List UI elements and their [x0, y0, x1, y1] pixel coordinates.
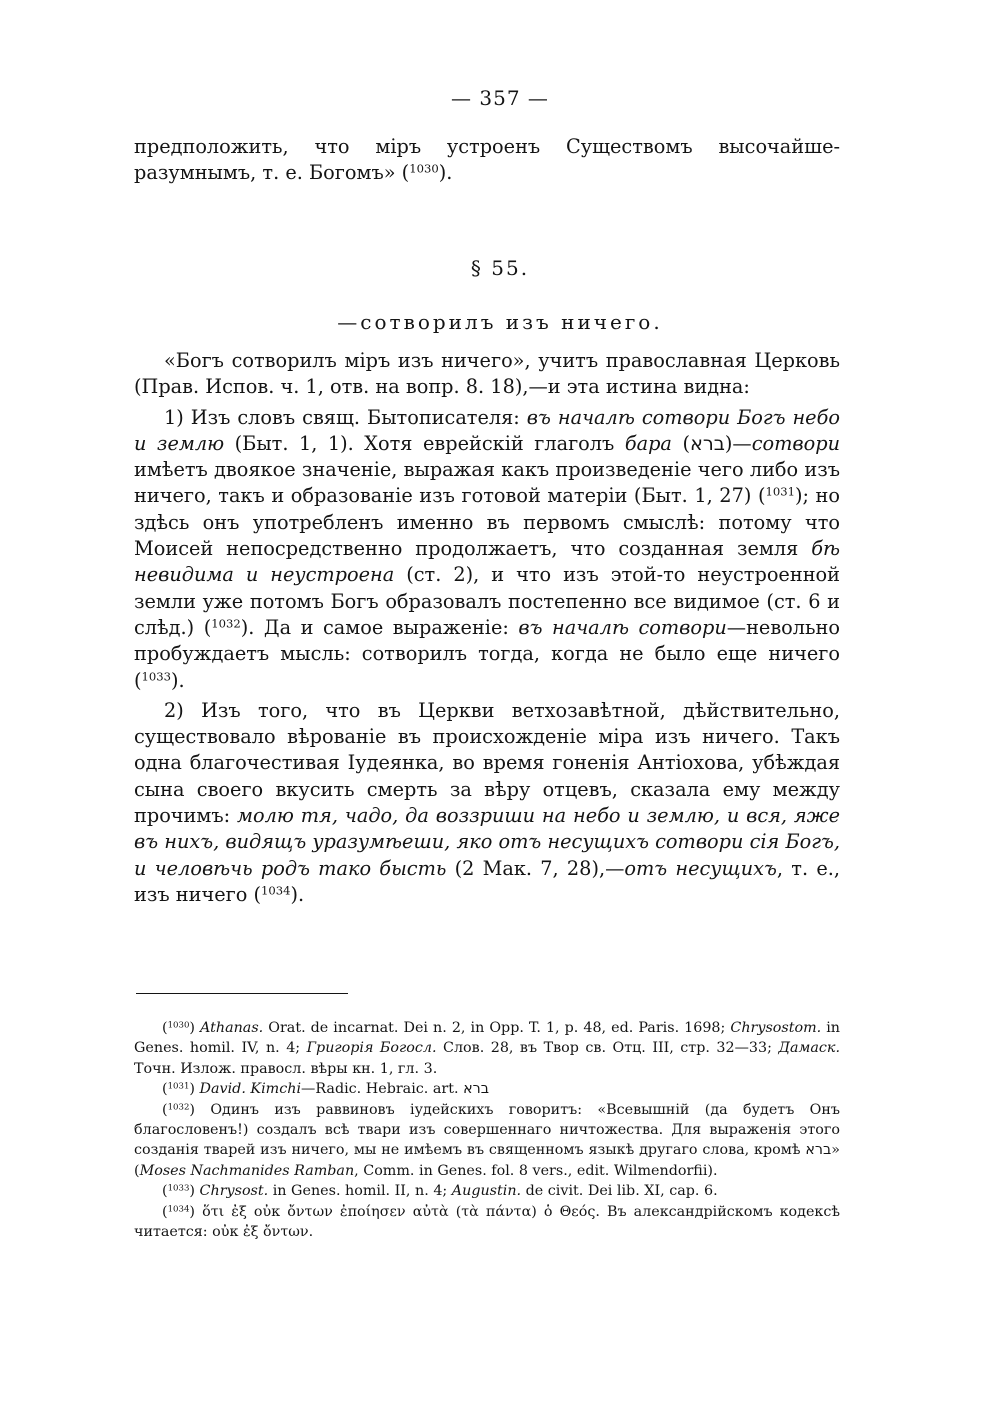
footnote-text: in Genes. homil. II, n. 4;: [268, 1183, 452, 1200]
footnote-text: » (: [134, 1142, 840, 1179]
footnote-author: Григорія Богосл.: [306, 1040, 437, 1057]
p2-text-9: —невольно пробуждаетъ мысль: сотворилъ тогда, когда не было еще ничего (: [134, 615, 840, 692]
hebrew-word: ברא: [805, 1142, 832, 1159]
intro-paragraph: [134, 134, 840, 187]
footnote-text: ὅτι ἐξ οὐκ ὄντων ἐποίησεν αὐτὰ (τὰ πάντα) ὁ Θεός. Въ александрійскомъ кодексѣ читается: οὐκ ἐξ ὄντων.: [134, 1203, 840, 1241]
footnote-author: Дамаск.: [778, 1040, 840, 1057]
footnote-text: —Radic. Hebraic. art.: [301, 1081, 464, 1098]
p2-quote-2: бѣ невидима и неустроена: [134, 537, 840, 587]
footnote-author: David. Kimchi: [199, 1081, 302, 1098]
p2-quote-1: въ началѣ сотвори Богъ небо и землю: [134, 405, 840, 455]
footnote-mark: 1031: [167, 1081, 190, 1092]
p2-text-5: имѣетъ двоякое значеніе, выражая какъ произведеніе чего либо изъ ничего, такъ и образованіе изъ готовой матеріи (Быт. 1, 27) (: [134, 458, 840, 508]
footnote-divider: [136, 993, 348, 994]
footnote-ref-1034[interactable]: 1034: [261, 883, 291, 898]
footnote-author: Moses Nachmanides Ramban: [139, 1162, 355, 1179]
p3-text-1: 2) Изъ того, что въ Церкви ветхозавѣтной, дѣйствительно, существовало вѣрованіе въ происхожденіе міра изъ ничего. Такъ одна благочестивая Іудеянка, во время гоненія Антіохова, убѣждая сына своего вкусить смерть за вѣру отцевъ, сказала ему между прочимъ:: [134, 698, 840, 828]
p3-quote-2: отъ несущихъ: [624, 856, 777, 880]
footnote-text: de civit. Dei lib. XI, cap. 6.: [521, 1183, 718, 1200]
p2-text-3: (: [671, 431, 690, 455]
p3-quote-1: молю тя, чадо, да воззриши на небо и землю, и вся, яже въ нихъ, видящъ уразумѣеши, яко отъ несущихъ сотвори сія Богъ, и человѣчь родъ тако бысть: [134, 804, 841, 880]
footnote-author: Chrysostom.: [730, 1020, 822, 1036]
footnote-author: Athanas.: [200, 1020, 264, 1036]
p2-text-8: ). Да и самое выраженіе:: [240, 615, 519, 639]
p3-text-4: ).: [290, 882, 305, 906]
p2-text-7: (ст. 2), и что изъ этой-то неустроенной земли уже потомъ Богъ образовалъ постепенно все видимое (ст. 6 и слѣд.) (: [134, 563, 841, 639]
footnote-mark: 1034: [167, 1203, 190, 1214]
footnote-text: in Genes. homil. IV, n. 4;: [134, 1020, 841, 1057]
footnote-1031: ($^{1031}$) David. Kimchi—Radic. Hebraic. art. ברא: [162, 1081, 489, 1098]
footnote-text: Одинъ изъ раввиновъ іудейскихъ говоритъ: «Всевышній (да будетъ Онъ благословенъ!) создалъ всѣ твари изъ совершеннаго ничтожества. Для выраженія этого созданія тварей изъ ничего, мы не имѣемъ въ священномъ языкѣ другаго слова, кромѣ: [134, 1101, 840, 1159]
p2-text-2: (Быт. 1, 1). Хотя еврейскій глаголъ: [224, 431, 625, 455]
p2-term-sotvori: сотвори: [751, 431, 841, 455]
p3-text-2: (2 Мак. 7, 28),—: [446, 856, 625, 880]
footnote-1030: ($^{1030}$) Athanas. Orat. de incarnat. Dei n. 2, in Opp. T. 1, p. 48, ed. Paris. 1698; Chrysostom. in Genes. homil. IV, n. 4; Григорія Богосл. Слов. 28, въ Твор св. Отц. III, стр. 32—33; Дамаск. Точн. Излож. правосл. вѣры кн. 1, гл. 3.: [134, 1020, 841, 1077]
footnote-text: Слов. 28, въ Твор св. Отц. III, стр. 32—33;: [436, 1040, 779, 1057]
paragraph-2: [134, 405, 840, 694]
footnote-1033: ($^{1033}$) Chrysost. in Genes. homil. II, n. 4; Augustin. de civit. Dei lib. XI, cap. 6.: [162, 1183, 718, 1200]
footnotes: [134, 1018, 840, 1242]
footnote-text: Orat. de incarnat. Dei n. 2, in Opp. T. 1, p. 48, ed. Paris. 1698;: [263, 1020, 731, 1036]
intro-text: предположить, что міръ устроенъ Существомъ высочайше-разумнымъ, т. е. Богомъ» (: [134, 135, 840, 185]
section-title: —сотворилъ изъ ничего.: [337, 310, 663, 334]
section-number: § 55.: [470, 256, 530, 280]
p2-term-bara: бара: [624, 431, 672, 455]
footnote-1032: ($^{1032}$) Одинъ изъ раввиновъ іудейскихъ говоритъ: «Всевышній (да будетъ Онъ благословенъ!) создалъ всѣ твари изъ совершеннаго ничтожества. Для выраженія этого созданія тварей изъ ничего, мы не имѣемъ въ священномъ языкѣ другаго слова, кромѣ ברא» (Moses Nachmanides Ramban, Comm. in Genes. fol. 8 vers., edit. Wilmendorfii).: [134, 1101, 840, 1179]
footnote-text: , Comm. in Genes. fol. 8 vers., edit. Wilmendorfii).: [354, 1162, 718, 1179]
p2-text-10: ).: [171, 668, 185, 692]
page-number: — 357 —: [451, 86, 549, 110]
footnote-author: Chrysost.: [199, 1183, 269, 1200]
intro-tail: ).: [438, 161, 453, 185]
p2-text-4: )—: [724, 431, 752, 455]
footnote-text: Точн. Излож. правосл. вѣры кн. 1, гл. 3.: [134, 1060, 438, 1077]
hebrew-word: ברא: [463, 1081, 489, 1098]
paragraph-3: [134, 698, 840, 908]
footnote-ref-1030[interactable]: 1030: [409, 161, 439, 176]
footnote-ref-1033[interactable]: 1033: [141, 669, 171, 684]
p3-text-3: , т. е., изъ ничего (: [134, 856, 840, 906]
footnote-1034: ($^{1034}$) ὅτι ἐξ οὐκ ὄντων ἐποίησεν αὐτὰ (τὰ πάντα) ὁ Θεός. Въ александрійскомъ кодексѣ читается: οὐκ ἐξ ὄντων.: [134, 1203, 840, 1241]
footnote-author: Augustin.: [451, 1183, 522, 1200]
footnote-mark: 1033: [167, 1183, 190, 1194]
footnote-ref-1032[interactable]: 1032: [211, 616, 241, 631]
main-text: [134, 348, 840, 908]
footnote-mark: 1032: [167, 1101, 190, 1112]
paragraph-1: «Богъ сотворилъ міръ изъ ничего», учитъ православная Церковь (Прав. Испов. ч. 1, отв. на вопр. 8. 18),—и эта истина видна:: [134, 349, 840, 399]
footnote-ref-1031[interactable]: 1031: [765, 485, 795, 500]
p2-text-6: ); но здѣсь онъ употребленъ именно въ первомъ смыслѣ: потому что Моисей непосредственно продолжаетъ, что созданная земля: [134, 484, 840, 561]
hebrew-word: ברא: [689, 431, 725, 455]
p2-text-1: 1) Изъ словъ свящ. Бытописателя:: [164, 405, 527, 429]
footnote-mark: 1030: [167, 1020, 190, 1031]
p2-quote-3: въ началѣ сотвори: [518, 615, 727, 639]
